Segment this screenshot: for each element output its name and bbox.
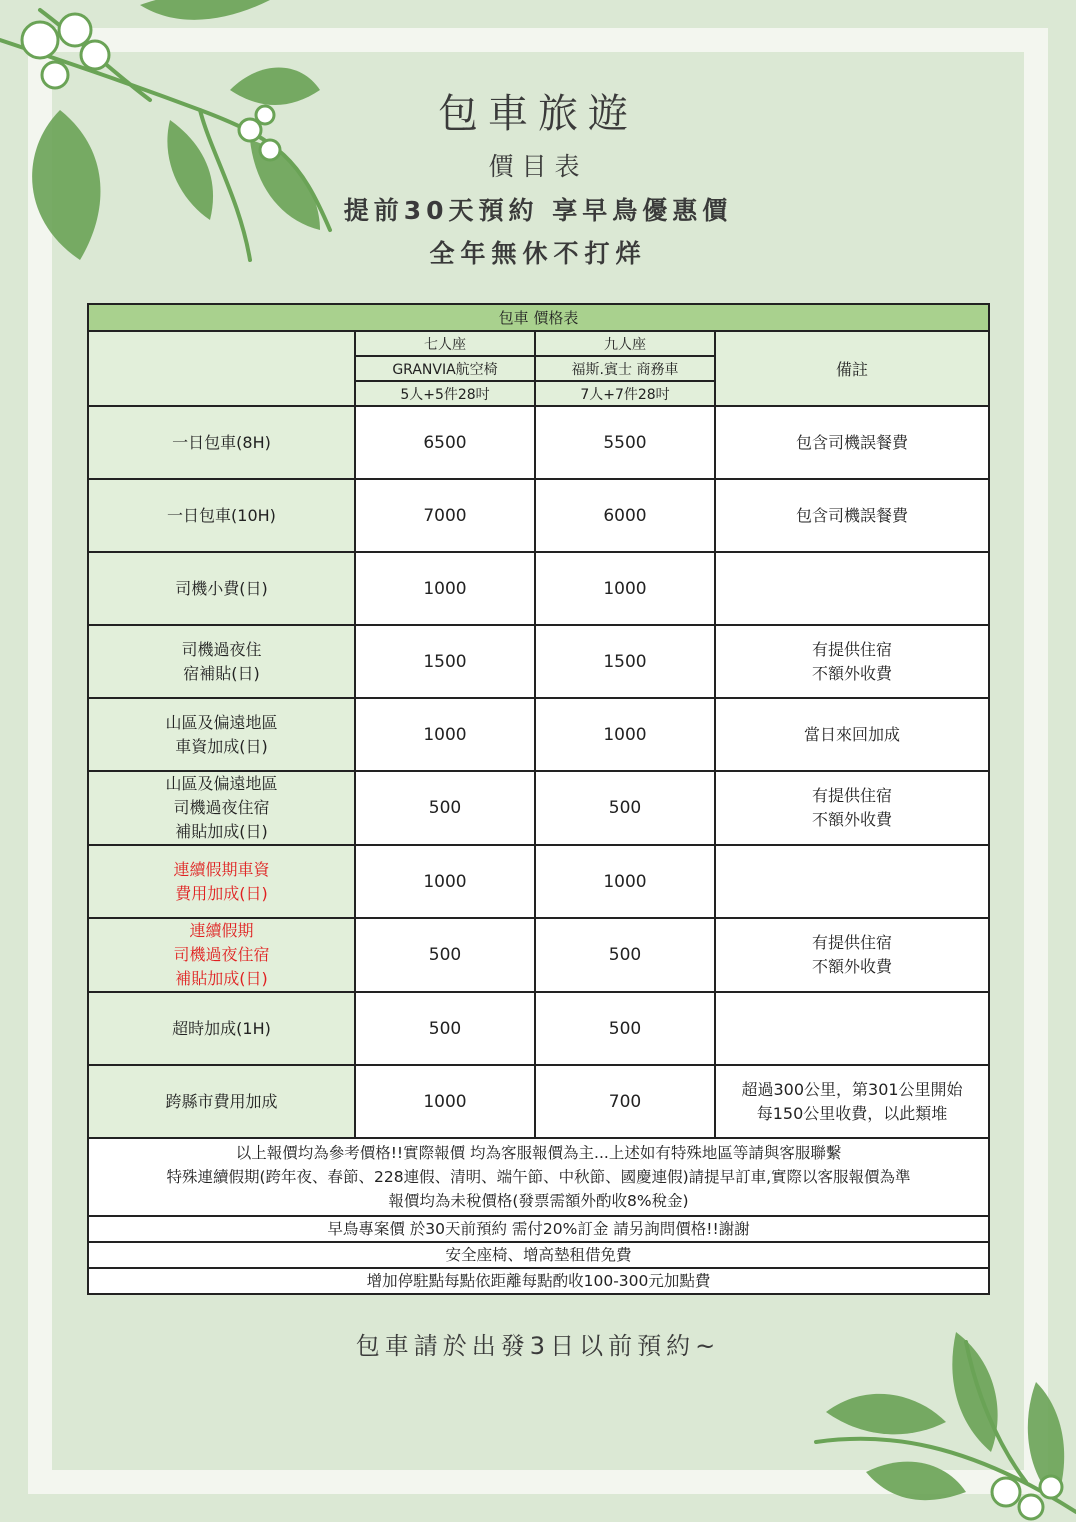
row-note (715, 406, 989, 479)
row-label (88, 552, 355, 625)
row-label-line: 跨縣市費用加成 (165, 1091, 278, 1111)
row-note (715, 479, 989, 552)
row-label-line: 山區及偏遠地區 (165, 712, 278, 732)
price-seven-seater: 1500 (355, 625, 535, 698)
header-blank-cell (88, 331, 355, 406)
row-label-line: 一日包車(10H) (167, 505, 276, 525)
col-notes-header: 備註 (715, 331, 989, 406)
price-nine-seater: 6000 (535, 479, 715, 552)
row-note-line: 不額外收費 (812, 663, 893, 683)
row-label (88, 698, 355, 771)
row-label-line: 連續假期車資 (173, 859, 270, 879)
row-note-line: 當日來回加成 (804, 724, 901, 744)
extra-stop-line: 增加停駐點每點依距離每點酌收100-300元加點費 (88, 1268, 989, 1294)
row-note (715, 552, 989, 625)
row-label-line: 超時加成(1H) (172, 1018, 271, 1038)
row-note-line: 不額外收費 (812, 957, 893, 976)
info-line: 以上報價均為參考價格!!實際報價 均為客服報價為主...上述如有特殊地區等請與客服聯繫 (235, 1144, 842, 1162)
row-label-line: 司機過夜住宿 (173, 945, 270, 964)
price-nine-seater: 500 (535, 918, 715, 992)
col-nine-model: 福斯.賓士 商務車 (535, 356, 715, 381)
price-nine-seater: 1000 (535, 698, 715, 771)
price-nine-seater: 1000 (535, 845, 715, 918)
row-note-line: 有提供住宿 (812, 933, 893, 952)
table-row (88, 625, 989, 698)
col-nine-seats: 九人座 (535, 331, 715, 356)
row-label (88, 1065, 355, 1138)
row-note (715, 918, 989, 992)
table-row (88, 552, 989, 625)
price-nine-seater: 1000 (535, 552, 715, 625)
row-label-line: 宿補貼(日) (183, 663, 260, 683)
row-label (88, 625, 355, 698)
price-nine-seater: 5500 (535, 406, 715, 479)
row-label-line: 司機過夜住 (181, 639, 262, 659)
row-label (88, 479, 355, 552)
price-seven-seater: 7000 (355, 479, 535, 552)
price-nine-seater: 1500 (535, 625, 715, 698)
page-subtitle: 價目表 (488, 152, 588, 181)
row-note-line: 每150公里收費，以此類堆 (756, 1103, 948, 1123)
table-row (88, 698, 989, 771)
row-label-line: 山區及偏遠地區 (165, 774, 278, 793)
row-label-line: 車資加成(日) (175, 736, 268, 756)
row-label (88, 992, 355, 1065)
price-seven-seater: 1000 (355, 552, 535, 625)
row-label (88, 845, 355, 918)
table-row (88, 992, 989, 1065)
table-row (88, 1065, 989, 1138)
table-row (88, 845, 989, 918)
promo-line: 提前30天預約 享早鳥優惠價 (343, 196, 733, 225)
row-label-line: 補貼加成(日) (175, 822, 268, 841)
row-note-line: 有提供住宿 (812, 639, 893, 659)
info-block (88, 1138, 989, 1216)
price-nine-seater: 500 (535, 771, 715, 845)
row-note-line: 包含司機誤餐費 (796, 505, 909, 525)
price-rows (88, 406, 989, 1138)
col-seven-model: GRANVIA航空椅 (355, 356, 535, 381)
row-note-line: 包含司機誤餐費 (796, 432, 909, 452)
info-line: 報價均為未稅價格(發票需額外酌收8%稅金) (388, 1192, 689, 1210)
row-label-line: 司機小費(日) (175, 578, 268, 598)
price-seven-seater: 500 (355, 992, 535, 1065)
price-seven-seater: 500 (355, 771, 535, 845)
col-seven-capacity: 5人+5件28吋 (355, 381, 535, 406)
table-row (88, 771, 989, 845)
early-bird-line: 早鳥專案價 於30天前預約 需付20%訂金 請另詢問價格!!謝謝 (88, 1216, 989, 1242)
col-seven-seats: 七人座 (355, 331, 535, 356)
row-label (88, 406, 355, 479)
row-note-line: 超過300公里，第301公里開始 (741, 1079, 963, 1099)
row-label-line: 連續假期 (189, 921, 254, 940)
row-label (88, 771, 355, 845)
col-nine-capacity: 7人+7件28吋 (535, 381, 715, 406)
table-row (88, 406, 989, 479)
price-seven-seater: 1000 (355, 698, 535, 771)
row-note (715, 992, 989, 1065)
row-label-line: 費用加成(日) (175, 883, 268, 903)
row-note (715, 698, 989, 771)
child-seat-line: 安全座椅、增高墊租借免費 (88, 1242, 989, 1268)
table-row (88, 479, 989, 552)
price-table (87, 303, 990, 1295)
page-title: 包車旅遊 (438, 91, 638, 137)
row-label-line: 補貼加成(日) (175, 969, 268, 988)
booking-reminder: 包車請於出發3日以前預約~ (355, 1332, 721, 1360)
row-note (715, 845, 989, 918)
price-seven-seater: 500 (355, 918, 535, 992)
info-line: 特殊連續假期(跨年夜、春節、228連假、清明、端午節、中秋節、國慶連假)請提早訂車,實際以客服報價為準 (166, 1168, 911, 1186)
price-seven-seater: 1000 (355, 845, 535, 918)
row-note (715, 1065, 989, 1138)
price-nine-seater: 700 (535, 1065, 715, 1138)
row-label-line: 司機過夜住宿 (173, 798, 270, 817)
price-seven-seater: 1000 (355, 1065, 535, 1138)
table-row (88, 918, 989, 992)
row-label (88, 918, 355, 992)
price-nine-seater: 500 (535, 992, 715, 1065)
row-label-line: 一日包車(8H) (172, 432, 271, 452)
row-note (715, 625, 989, 698)
row-note-line: 有提供住宿 (812, 786, 893, 805)
all-year-line: 全年無休不打烊 (429, 239, 647, 268)
price-seven-seater: 6500 (355, 406, 535, 479)
table-title: 包車 價格表 (88, 304, 989, 331)
row-note (715, 771, 989, 845)
row-note-line: 不額外收費 (812, 810, 893, 829)
